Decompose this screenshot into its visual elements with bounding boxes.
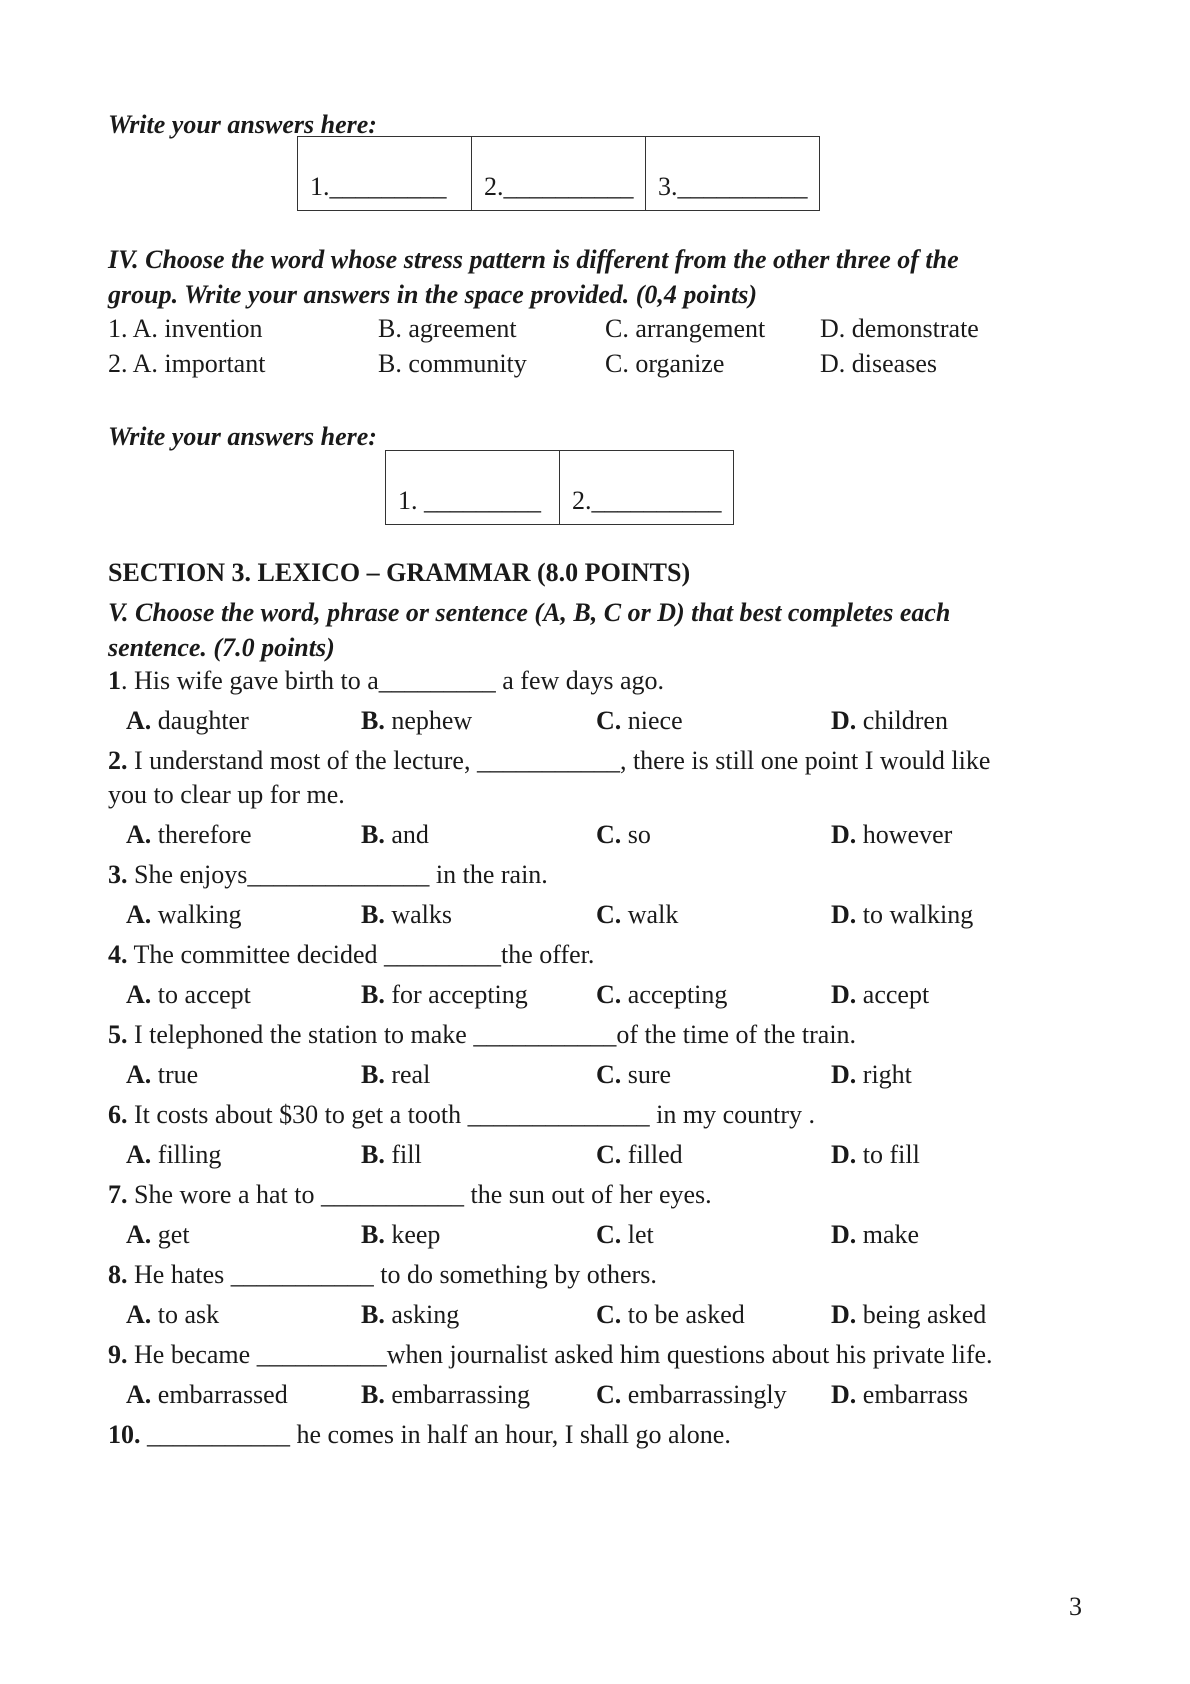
answer-option[interactable]: [831, 898, 973, 932]
stress-option: C. arrangement: [605, 314, 766, 343]
question-number: 9.: [108, 1340, 128, 1369]
answer-option[interactable]: [361, 818, 429, 852]
option-letter: C.: [596, 1140, 622, 1169]
question-number: 8.: [108, 1260, 128, 1289]
question-text: She enjoys______________ in the rain.: [127, 860, 548, 889]
answer-cell-1[interactable]: 1._________: [298, 137, 472, 211]
question-stem: [108, 1178, 712, 1212]
answer-option[interactable]: [831, 1298, 986, 1332]
option-text: filled: [621, 1140, 683, 1169]
option-letter: C.: [596, 706, 622, 735]
answer-option[interactable]: [126, 1378, 288, 1412]
answer-option[interactable]: [596, 704, 683, 738]
option-letter: C.: [596, 1300, 622, 1329]
question-number: 10.: [108, 1420, 141, 1449]
option-letter: D.: [831, 820, 857, 849]
option-letter: B.: [361, 1060, 385, 1089]
option-text: to accept: [151, 980, 251, 1009]
option-letter: D.: [831, 1060, 857, 1089]
question-number: 4.: [108, 940, 128, 969]
option-letter: B.: [361, 820, 385, 849]
stress-option: B. community: [378, 349, 527, 378]
option-letter: B.: [361, 1220, 385, 1249]
option-text: embarrassed: [151, 1380, 288, 1409]
answer-option[interactable]: [596, 978, 727, 1012]
option-letter: B.: [361, 1380, 385, 1409]
question-text-continued: you to clear up for me.: [108, 780, 345, 809]
option-text: true: [151, 1060, 199, 1089]
option-letter: D.: [831, 1380, 857, 1409]
answer-option[interactable]: [831, 1218, 919, 1252]
answer-option[interactable]: [361, 1138, 422, 1172]
question-text: ___________ he comes in half an hour, I shall go alone.: [140, 1420, 731, 1449]
option-text: and: [384, 820, 429, 849]
stress-option: B. agreement: [378, 314, 517, 343]
option-text: keep: [384, 1220, 441, 1249]
question-text: He hates ___________ to do something by others.: [127, 1260, 657, 1289]
question-stem: [108, 858, 548, 892]
option-letter: D.: [831, 980, 857, 1009]
section-v-instruction-line1: V. Choose the word, phrase or sentence (A, B, C or D) that best completes each: [108, 598, 951, 627]
question-number: 2.: [108, 746, 128, 775]
answer-option[interactable]: [126, 1298, 219, 1332]
stress-option: C. organize: [605, 349, 725, 378]
option-text: being asked: [856, 1300, 987, 1329]
stress-option: D. diseases: [820, 349, 937, 378]
option-text: embarrassing: [384, 1380, 530, 1409]
answer-cell-2[interactable]: 2.__________: [560, 451, 734, 525]
option-letter: A.: [126, 1300, 152, 1329]
answer-table: [297, 136, 820, 211]
option-text: to fill: [856, 1140, 920, 1169]
question-number: 7.: [108, 1180, 128, 1209]
answer-option[interactable]: [831, 704, 948, 738]
option-text: so: [621, 820, 651, 849]
option-text: however: [856, 820, 953, 849]
question-number: 6.: [108, 1100, 128, 1129]
option-text: therefore: [151, 820, 252, 849]
option-text: right: [856, 1060, 912, 1089]
question-text: It costs about $30 to get a tooth ______________ in my country .: [127, 1100, 815, 1129]
option-text: fill: [384, 1140, 422, 1169]
option-text: accept: [856, 980, 930, 1009]
section-iv-instruction-line1: IV. Choose the word whose stress pattern is different from the other three of the: [108, 245, 959, 274]
option-text: embarrass: [856, 1380, 969, 1409]
option-text: to ask: [151, 1300, 220, 1329]
option-letter: D.: [831, 706, 857, 735]
question-stem: [108, 1258, 657, 1292]
question-stem: [108, 1018, 856, 1052]
option-text: niece: [621, 706, 683, 735]
answer-option[interactable]: [126, 978, 251, 1012]
answer-option[interactable]: [126, 704, 249, 738]
option-text: walks: [384, 900, 453, 929]
option-text: for accepting: [384, 980, 528, 1009]
option-letter: B.: [361, 900, 385, 929]
question-text: I telephoned the station to make ___________of the time of the train.: [127, 1020, 857, 1049]
option-text: walking: [151, 900, 242, 929]
answer-option[interactable]: [126, 898, 242, 932]
question-stem: [108, 664, 664, 698]
answer-cell-3[interactable]: 3.__________: [646, 137, 820, 211]
answer-option[interactable]: [596, 1218, 654, 1252]
option-letter: A.: [126, 1060, 152, 1089]
option-letter: A.: [126, 980, 152, 1009]
option-letter: C.: [596, 1220, 622, 1249]
option-letter: A.: [126, 1380, 152, 1409]
option-text: walk: [621, 900, 679, 929]
answer-option[interactable]: [361, 1378, 530, 1412]
option-letter: A.: [126, 820, 152, 849]
section-heading: SECTION 3. LEXICO – GRAMMAR (8.0 POINTS): [108, 558, 691, 587]
answer-cell-2[interactable]: 2.__________: [472, 137, 646, 211]
answer-option[interactable]: [361, 704, 472, 738]
option-letter: D.: [831, 1300, 857, 1329]
question-stem: [108, 1338, 993, 1372]
answer-option[interactable]: [831, 978, 929, 1012]
option-text: nephew: [384, 706, 473, 735]
answer-option[interactable]: [596, 1378, 787, 1412]
answer-option[interactable]: [361, 1058, 430, 1092]
answer-option[interactable]: [596, 818, 651, 852]
page-number: 3: [1069, 1592, 1082, 1621]
answer-option[interactable]: [831, 1378, 968, 1412]
answer-option[interactable]: [596, 1058, 671, 1092]
answer-option[interactable]: [831, 1138, 920, 1172]
question-stem: [108, 1098, 815, 1132]
answer-table: [385, 450, 734, 525]
answer-option[interactable]: [596, 1298, 745, 1332]
question-text: The committee decided _________the offer.: [127, 940, 595, 969]
option-letter: C.: [596, 1380, 622, 1409]
option-text: real: [384, 1060, 431, 1089]
option-letter: A.: [126, 1140, 152, 1169]
answer-option[interactable]: [361, 1298, 459, 1332]
answer-option[interactable]: [596, 898, 678, 932]
question-number: 1: [108, 666, 121, 695]
answer-option[interactable]: [126, 818, 252, 852]
answer-cell-1[interactable]: 1. _________: [386, 451, 560, 525]
question-stem: [108, 1418, 731, 1452]
answer-label: Write your answers here:: [108, 422, 377, 451]
question-text: . His wife gave birth to a_________ a few days ago.: [121, 666, 664, 695]
option-letter: B.: [361, 1140, 385, 1169]
answer-option[interactable]: [596, 1138, 683, 1172]
question-number: 3.: [108, 860, 128, 889]
option-text: make: [856, 1220, 920, 1249]
answer-option[interactable]: [831, 1058, 912, 1092]
option-letter: C.: [596, 820, 622, 849]
question-text: I understand most of the lecture, ___________, there is still one point I would like: [127, 746, 991, 775]
option-letter: A.: [126, 900, 152, 929]
option-text: accepting: [621, 980, 728, 1009]
answer-option[interactable]: [126, 1058, 198, 1092]
option-letter: C.: [596, 980, 622, 1009]
option-letter: D.: [831, 900, 857, 929]
option-letter: C.: [596, 1060, 622, 1089]
option-text: get: [151, 1220, 190, 1249]
answer-option[interactable]: [361, 898, 452, 932]
question-stem: [108, 938, 594, 972]
question-text: He became __________when journalist asked him questions about his private life.: [127, 1340, 993, 1369]
option-letter: A.: [126, 706, 152, 735]
option-letter: D.: [831, 1220, 857, 1249]
section-iv-instruction-line2: group. Write your answers in the space provided. (0,4 points): [108, 280, 758, 309]
option-letter: C.: [596, 900, 622, 929]
option-text: asking: [384, 1300, 460, 1329]
option-text: to walking: [856, 900, 974, 929]
option-text: children: [856, 706, 948, 735]
option-letter: D.: [831, 1140, 857, 1169]
option-letter: B.: [361, 980, 385, 1009]
option-letter: B.: [361, 1300, 385, 1329]
answer-option[interactable]: [126, 1218, 190, 1252]
section-v-instruction-line2: sentence. (7.0 points): [108, 633, 335, 662]
option-text: sure: [621, 1060, 672, 1089]
stress-option: 1. A. invention: [108, 314, 263, 343]
stress-option: D. demonstrate: [820, 314, 979, 343]
question-number: 5.: [108, 1020, 128, 1049]
option-letter: B.: [361, 706, 385, 735]
answer-option[interactable]: [126, 1138, 221, 1172]
option-letter: A.: [126, 1220, 152, 1249]
option-text: let: [621, 1220, 654, 1249]
answer-label: Write your answers here:: [108, 110, 377, 139]
option-text: to be asked: [621, 1300, 745, 1329]
question-text: She wore a hat to ___________ the sun out of her eyes.: [127, 1180, 712, 1209]
option-text: daughter: [151, 706, 249, 735]
question-stem: [108, 744, 990, 778]
answer-option[interactable]: [361, 1218, 440, 1252]
answer-option[interactable]: [831, 818, 952, 852]
stress-option: 2. A. important: [108, 349, 266, 378]
option-text: embarrassingly: [621, 1380, 787, 1409]
option-text: filling: [151, 1140, 222, 1169]
answer-option[interactable]: [361, 978, 528, 1012]
